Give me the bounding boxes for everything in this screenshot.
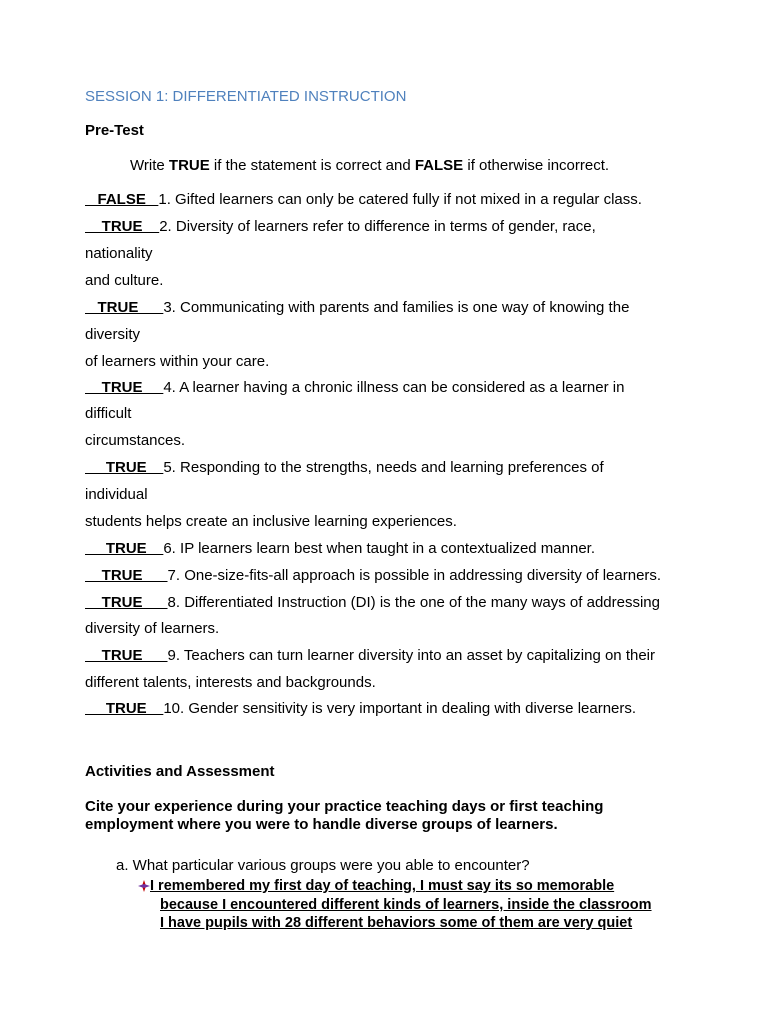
response-line: I remembered my first day of teaching, I must say its so memorable [150, 878, 615, 894]
answer-blank: TRUE [85, 594, 168, 611]
response-line: because I encountered different kinds of learners, inside the classroom [160, 897, 652, 913]
answer-blank: TRUE [85, 540, 164, 557]
item-2-cont: nationality [85, 245, 153, 262]
item-text: 4. A learner having a chronic illness can be considered as a learner in [163, 379, 625, 396]
item-text: 9. Teachers can turn learner diversity into an asset by capitalizing on their [167, 647, 656, 664]
item-text: 3. Communicating with parents and families is one way of knowing the [163, 299, 630, 316]
item-6 [85, 539, 595, 558]
pretest-heading: Pre-Test [85, 122, 144, 139]
item-8 [85, 593, 660, 612]
item-text: 6. IP learners learn best when taught in a contextualized manner. [163, 540, 596, 557]
instruction-false-word: FALSE [414, 157, 464, 174]
instruction-post: if otherwise incorrect. [463, 157, 610, 174]
answer-blank: TRUE [85, 647, 168, 664]
session-title: SESSION 1: DIFFERENTIATED INSTRUCTION [85, 88, 407, 105]
item-4-cont: circumstances. [85, 432, 186, 449]
answer-blank: TRUE [85, 379, 164, 396]
item-text: 2. Diversity of learners refer to difference in terms of gender, race, [159, 218, 596, 235]
item-4-cont: difficult [85, 405, 132, 422]
item-2 [85, 217, 596, 236]
item-5-cont: students helps create an inclusive learning experiences. [85, 513, 457, 530]
item-text: 8. Differentiated Instruction (DI) is the one of the many ways of addressing [167, 594, 660, 611]
item-9-cont: different talents, interests and backgrounds. [85, 674, 376, 691]
answer-blank: TRUE [85, 218, 160, 235]
answer-blank: TRUE [85, 567, 168, 584]
item-text: 5. Responding to the strengths, needs and learning preferences of [163, 459, 604, 476]
instruction-pre: Write [130, 157, 169, 174]
item-7 [85, 566, 661, 585]
item-text: 1. Gifted learners can only be catered fully if not mixed in a regular class. [158, 191, 642, 208]
item-4 [85, 378, 624, 397]
item-text: 7. One-size-fits-all approach is possible in addressing diversity of learners. [167, 567, 662, 584]
item-1 [85, 190, 642, 209]
item-8-cont: diversity of learners. [85, 620, 220, 637]
activities-heading: Activities and Assessment [85, 763, 275, 780]
item-10 [85, 699, 636, 718]
question-a: a. What particular various groups were you able to encounter? [116, 857, 530, 874]
item-3 [85, 298, 629, 317]
instruction-line [130, 156, 609, 175]
item-3-cont: of learners within your care. [85, 353, 270, 370]
answer-blank: TRUE [85, 459, 164, 476]
item-5 [85, 458, 604, 477]
answer-blank: FALSE [85, 191, 159, 208]
item-text: 10. Gender sensitivity is very important in dealing with diverse learners. [163, 700, 637, 717]
item-2-cont: and culture. [85, 272, 164, 289]
item-9 [85, 646, 655, 665]
diamond-bullet-icon [138, 880, 150, 892]
cite-prompt: Cite your experience during your practice teaching days or first teaching employment where you were to handle diverse groups of learners. [85, 798, 604, 833]
item-3-cont: diversity [85, 326, 141, 343]
answer-blank: TRUE [85, 299, 164, 316]
response-line: I have pupils with 28 different behaviors some of them are very quiet [160, 915, 633, 931]
instruction-true-word: TRUE [168, 157, 210, 174]
item-5-cont: individual [85, 486, 148, 503]
instruction-mid: if the statement is correct and [209, 157, 415, 174]
answer-blank: TRUE [85, 700, 164, 717]
